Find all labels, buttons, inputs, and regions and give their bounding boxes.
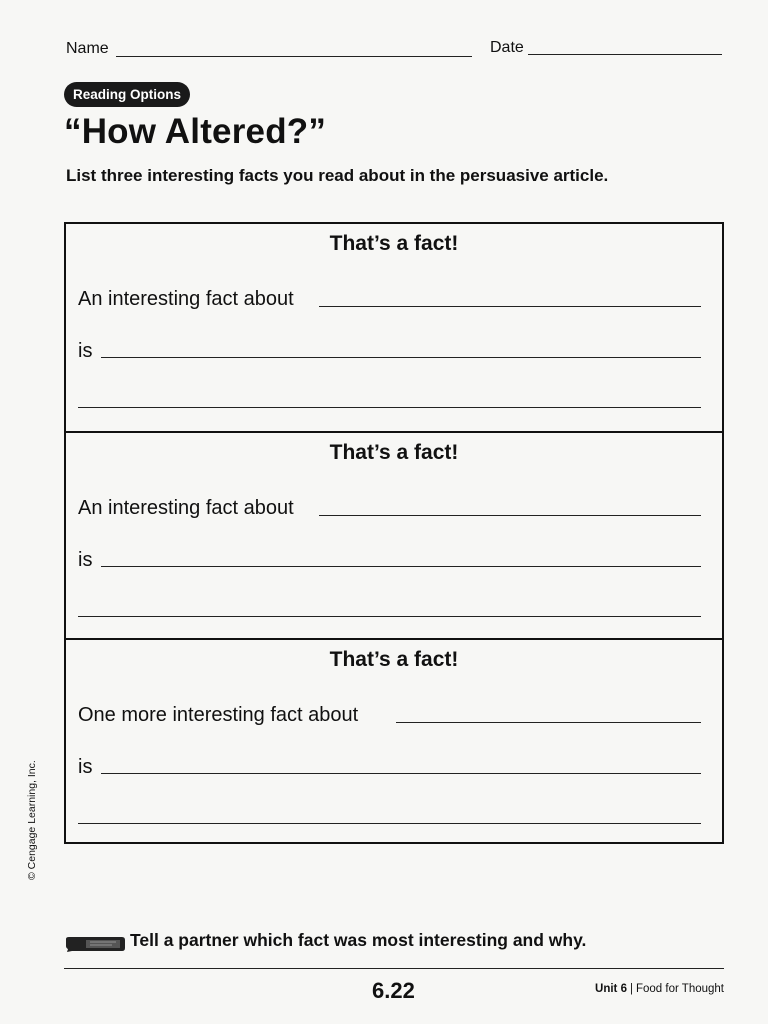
page-number: 6.22 (372, 978, 415, 1003)
fact-heading: That’s a fact! (329, 232, 459, 255)
fact-answer-line[interactable] (101, 566, 701, 567)
fact-topic-line[interactable] (319, 306, 701, 307)
reading-options-badge: Reading Options (64, 82, 190, 107)
name-label: Name (66, 40, 109, 57)
date-field-line[interactable] (528, 54, 722, 55)
fact-box-3 (66, 638, 722, 845)
fact-prompt: One more interesting fact about (78, 704, 359, 726)
unit-separator: | (629, 983, 633, 995)
fact-heading: That’s a fact! (329, 441, 459, 464)
fact-prompt: An interesting fact about (78, 497, 294, 519)
talk-together-icon (64, 936, 126, 952)
facts-table (64, 222, 724, 844)
date-label: Date (490, 39, 524, 56)
fact-prompt: An interesting fact about (78, 288, 294, 310)
fact-box-2 (66, 431, 722, 638)
partner-prompt: Tell a partner which fact was most interesting and why. (130, 930, 587, 950)
fact-topic-line[interactable] (396, 722, 701, 723)
fact-topic-line[interactable] (319, 515, 701, 516)
fact-answer-line[interactable] (101, 357, 701, 358)
unit-label (595, 983, 724, 995)
fact-heading: That’s a fact! (329, 648, 459, 671)
unit-number: Unit 6 (595, 983, 627, 995)
instructions: List three interesting facts you read about in the persuasive article. (66, 166, 609, 185)
fact-box-1 (66, 224, 722, 431)
fact-answer-line-2[interactable] (78, 823, 701, 824)
fact-answer-line[interactable] (101, 773, 701, 774)
footer-divider (64, 968, 724, 969)
unit-title: Food for Thought (635, 983, 724, 995)
name-field-line[interactable] (116, 56, 472, 57)
is-label: is (78, 549, 93, 571)
fact-answer-line-2[interactable] (78, 616, 701, 617)
copyright-notice: © Cengage Learning, Inc. (26, 760, 38, 880)
is-label: is (78, 340, 93, 362)
fact-answer-line-2[interactable] (78, 407, 701, 408)
is-label: is (78, 756, 93, 778)
worksheet-title: “How Altered?” (64, 112, 327, 151)
